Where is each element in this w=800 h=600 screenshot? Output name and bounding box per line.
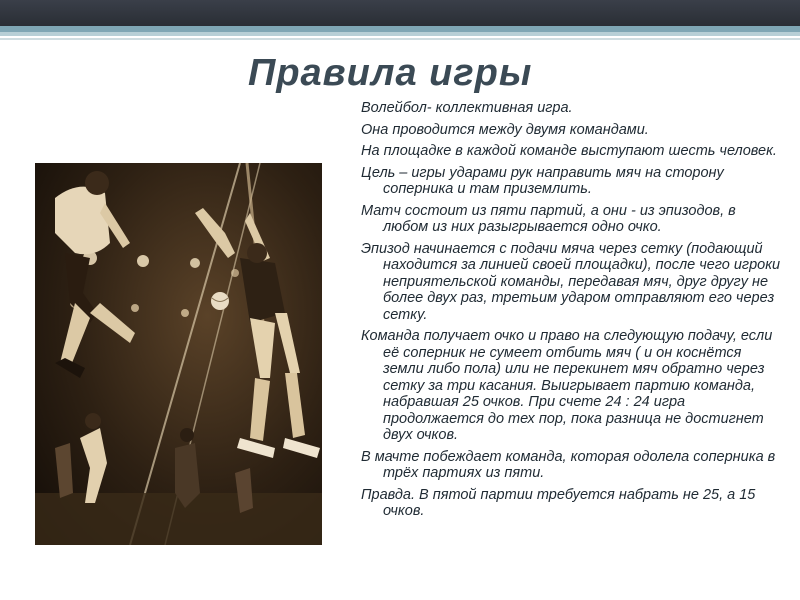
rules-paragraph: Эпизод начинается с подачи мяча через сетку (подающий находится за линией своей площадки), после чего игроки неприятельской команды, передавая мяч, друг другу не более двух раз, третьим ударом отправляют его через сетку.: [361, 240, 781, 323]
rules-paragraph: Правда. В пятой партии требуется набрать не 25, а 15 очков.: [361, 486, 756, 519]
rules-paragraph: В мачте побеждает команда, которая одолела соперника в трёх партиях из пяти.: [361, 448, 776, 481]
slide-title: Правила игры: [248, 52, 533, 94]
volleyball-photo-illustration: [35, 163, 322, 545]
rules-paragraph: Волейбол- коллективная игра.: [361, 100, 573, 116]
rules-paragraph: На площадке в каждой команде выступают шесть человек.: [361, 143, 777, 159]
volleyball-photo: [35, 163, 322, 545]
rules-text: [361, 100, 781, 525]
header-stripe-light: [0, 32, 800, 36]
header-stripe-thin: [0, 38, 800, 40]
rules-paragraph: Цель – игры ударами рук направить мяч на сторону соперника и там приземлить.: [361, 164, 724, 197]
rules-paragraph: Матч состоит из пяти партий, а они - из эпизодов, в любом из них разыгрывается одно очко.: [361, 202, 736, 235]
rules-paragraph: Она проводится между двумя командами.: [361, 121, 649, 138]
rules-paragraph: Команда получает очко и право на следующую подачу, если её соперник не сумеет отбить мяч ( и он коснётся земли либо пола) или не перекинет мяч обратно через сетку за три касания. Выигрывает партию команда, набравшая 25 очков. При счете 24 : 24 игра продолжается до тех пор, пока разница не достигнет двух очков.: [361, 328, 773, 443]
top-header-bar: [0, 0, 800, 26]
